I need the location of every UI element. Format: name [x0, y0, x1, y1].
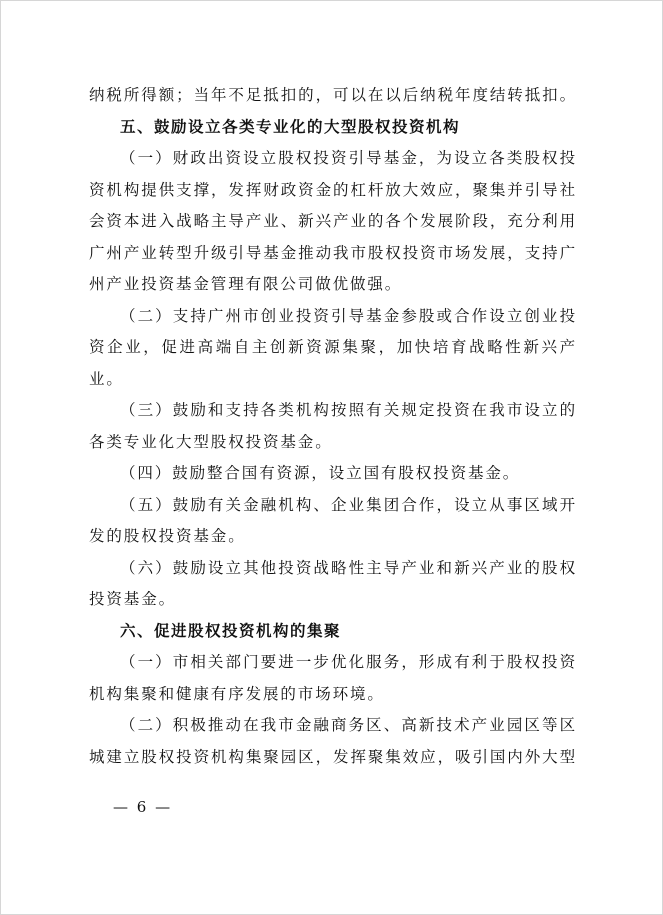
section-heading-5: 五、鼓励设立各类专业化的大型股权投资机构 — [120, 117, 461, 136]
text-line: 州产业投资基金管理有限公司做优做强。 — [89, 275, 403, 293]
text-line: （二）积极推动在我市金融商务区、高新技术产业园区等区 — [120, 716, 577, 734]
text-line: 投资基金。 — [89, 590, 177, 608]
text-line: 广州产业转型升级引导基金推动我市股权投资市场发展，支持广 — [89, 243, 577, 262]
text-line: （五）鼓励有关金融机构、企业集团合作，设立从事区域开 — [120, 495, 577, 514]
document-body — [89, 80, 577, 773]
text-line: 城建立股权投资机构集聚园区，发挥聚集效应，吸引国内外大型 — [89, 747, 577, 766]
text-line: 机构集聚和健康有序发展的市场环境。 — [89, 684, 385, 703]
text-line: 纳税所得额；当年不足抵扣的，可以在以后纳税年度结转抵扣。 — [89, 86, 577, 104]
text-line: （四）鼓励整合国有资源，设立国有股权投资基金。 — [120, 464, 521, 482]
page-number: — 6 — — [113, 798, 173, 816]
text-line: 资企业，促进高端自主创新资源集聚，加快培育战略性新兴产 — [89, 338, 577, 356]
text-line: 资机构提供支撑，发挥财政资金的杠杆放大效应，聚集并引导社 — [89, 180, 577, 199]
text-line: （一）财政出资设立股权投资引导基金，为设立各类股权投 — [120, 149, 577, 167]
text-line: （三）鼓励和支持各类机构按照有关规定投资在我市设立的 — [120, 401, 577, 419]
text-line: 会资本进入战略主导产业、新兴产业的各个发展阶段，充分利用 — [89, 212, 577, 230]
text-line: （一）市相关部门要进一步优化服务，形成有利于股权投资 — [120, 653, 577, 671]
text-line: 各类专业化大型股权投资基金。 — [89, 432, 333, 451]
section-heading-6: 六、促进股权投资机构的集聚 — [120, 621, 342, 640]
text-line: 发的股权投资基金。 — [89, 527, 246, 545]
text-line: 业。 — [89, 369, 124, 388]
text-line: （六）鼓励设立其他投资战略性主导产业和新兴产业的股权 — [120, 558, 577, 577]
text-line: （二）支持广州市创业投资引导基金参股或合作设立创业投 — [120, 306, 577, 325]
